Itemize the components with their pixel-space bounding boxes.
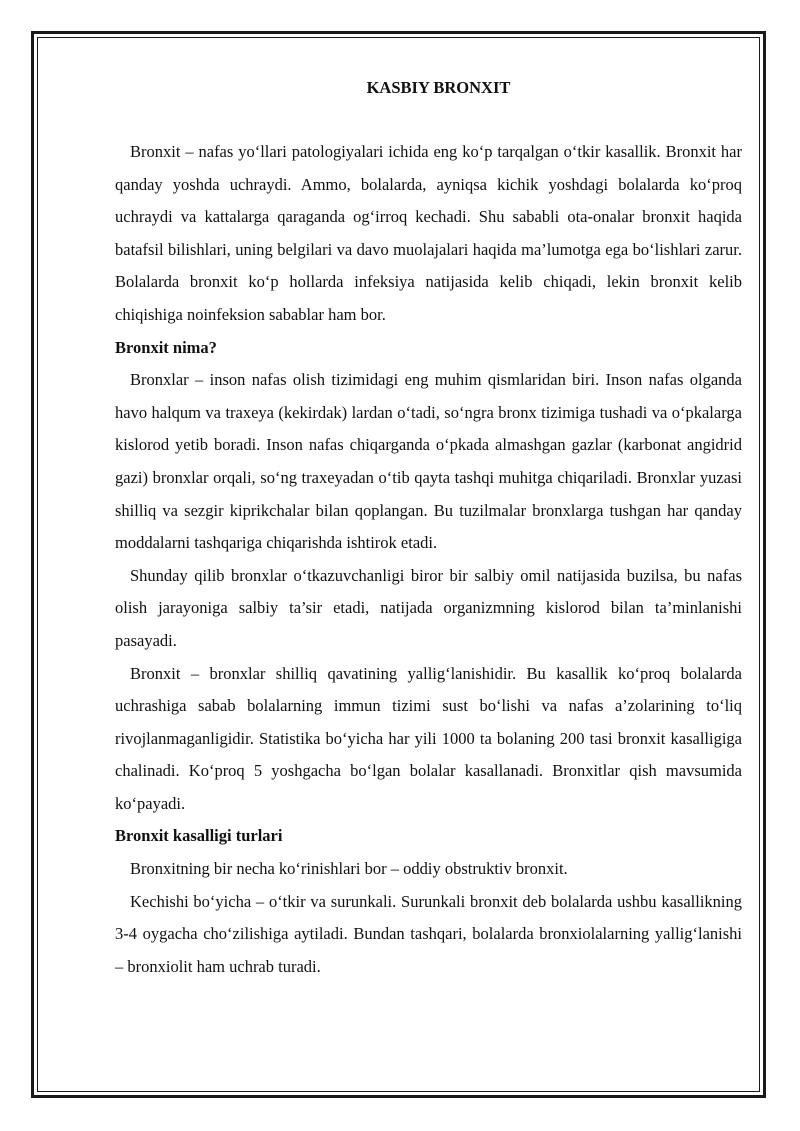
title-spacer [115,104,742,136]
section-heading-turlari: Bronxit kasalligi turlari [115,826,283,846]
document-title: KASBIY BRONXIT [366,78,511,97]
paragraph-korinishlar: Bronxitning bir necha ko‘rinishlari bor – oddiy obstruktiv bronxit. [130,859,568,879]
paragraph-otkazuvchanlik: Shunday qilib bronxlar o‘tkazuvchanligi biror bir salbiy omil natijasida buzilsa, bu nafas olish jarayoniga salbiy ta’sir etadi, natijada organizmning kislorod bilan ta’minlanishi pasayadi. [115,565,742,650]
section-heading-bronxit-nima: Bronxit nima? [115,337,217,357]
paragraph-bronxlar: Bronxlar – inson nafas olish tizimidagi eng muhim qismlaridan biri. Inson nafas olganda havo halqum va traxeya (kekirdak) lardan o‘tadi, so‘ngra bronx tizimiga tushadi va o‘pkalarga kislorod yetib boradi. Inson nafas chiqarganda o‘pkada almashgan gazlar (karbonat angidrid gazi) bronxlar orqali, so‘ng traxeyadan o‘tib qayta tashqi muhitga chiqariladi. Bronxlar yuzasi shilliq va sezgir kiprikchalar bilan qoplangan. Bu tuzilmalar bronxlarga tushgan har qanday moddalarni tashqariga chiqarishda ishtirok etadi. [115,370,742,553]
document-body [115,72,742,983]
paragraph-kechishi: Kechishi bo‘yicha – o‘tkir va surunkali. Surunkali bronxit deb bolalarda ushbu kasallikning 3-4 oygacha cho‘zilishiga aytiladi. Bundan tashqari, bolalarda bronxiolalarning yallig‘lanishi – bronxiolit ham uchrab turadi. [115,891,742,976]
paragraph-yalliglanish: Bronxit – bronxlar shilliq qavatining yallig‘lanishidir. Bu kasallik ko‘proq bolalarda uchrashiga sabab bolalarning immun tizimi sust bo‘lishi va nafas a’zolarining to‘liq rivojlanmaganligidir. Statistika bo‘yicha har yili 1000 ta bolaning 200 tasi bronxit kasalligiga chalinadi. Ko‘proq 5 yoshgacha bo‘lgan bolalar kasallanadi. Bronxitlar qish mavsumida ko‘payadi. [115,663,742,813]
paragraph-intro: Bronxit – nafas yo‘llari patologiyalari ichida eng ko‘p tarqalgan o‘tkir kasallik. Bronxit har qanday yoshda uchraydi. Ammo, bolalarda, ayniqsa kichik yoshdagi bolalarda ko‘proq uchraydi va kattalarga qaraganda og‘irroq kechadi. Shu sababli ota-onalar bronxit haqida batafsil bilishlari, uning belgilari va davo muolajalari haqida ma’lumotga ega bo‘lishlari zarur. Bolalarda bronxit ko‘p hollarda infeksiya natijasida kelib chiqadi, lekin bronxit kelib chiqishiga noinfeksion sabablar ham bor. [115,142,742,324]
